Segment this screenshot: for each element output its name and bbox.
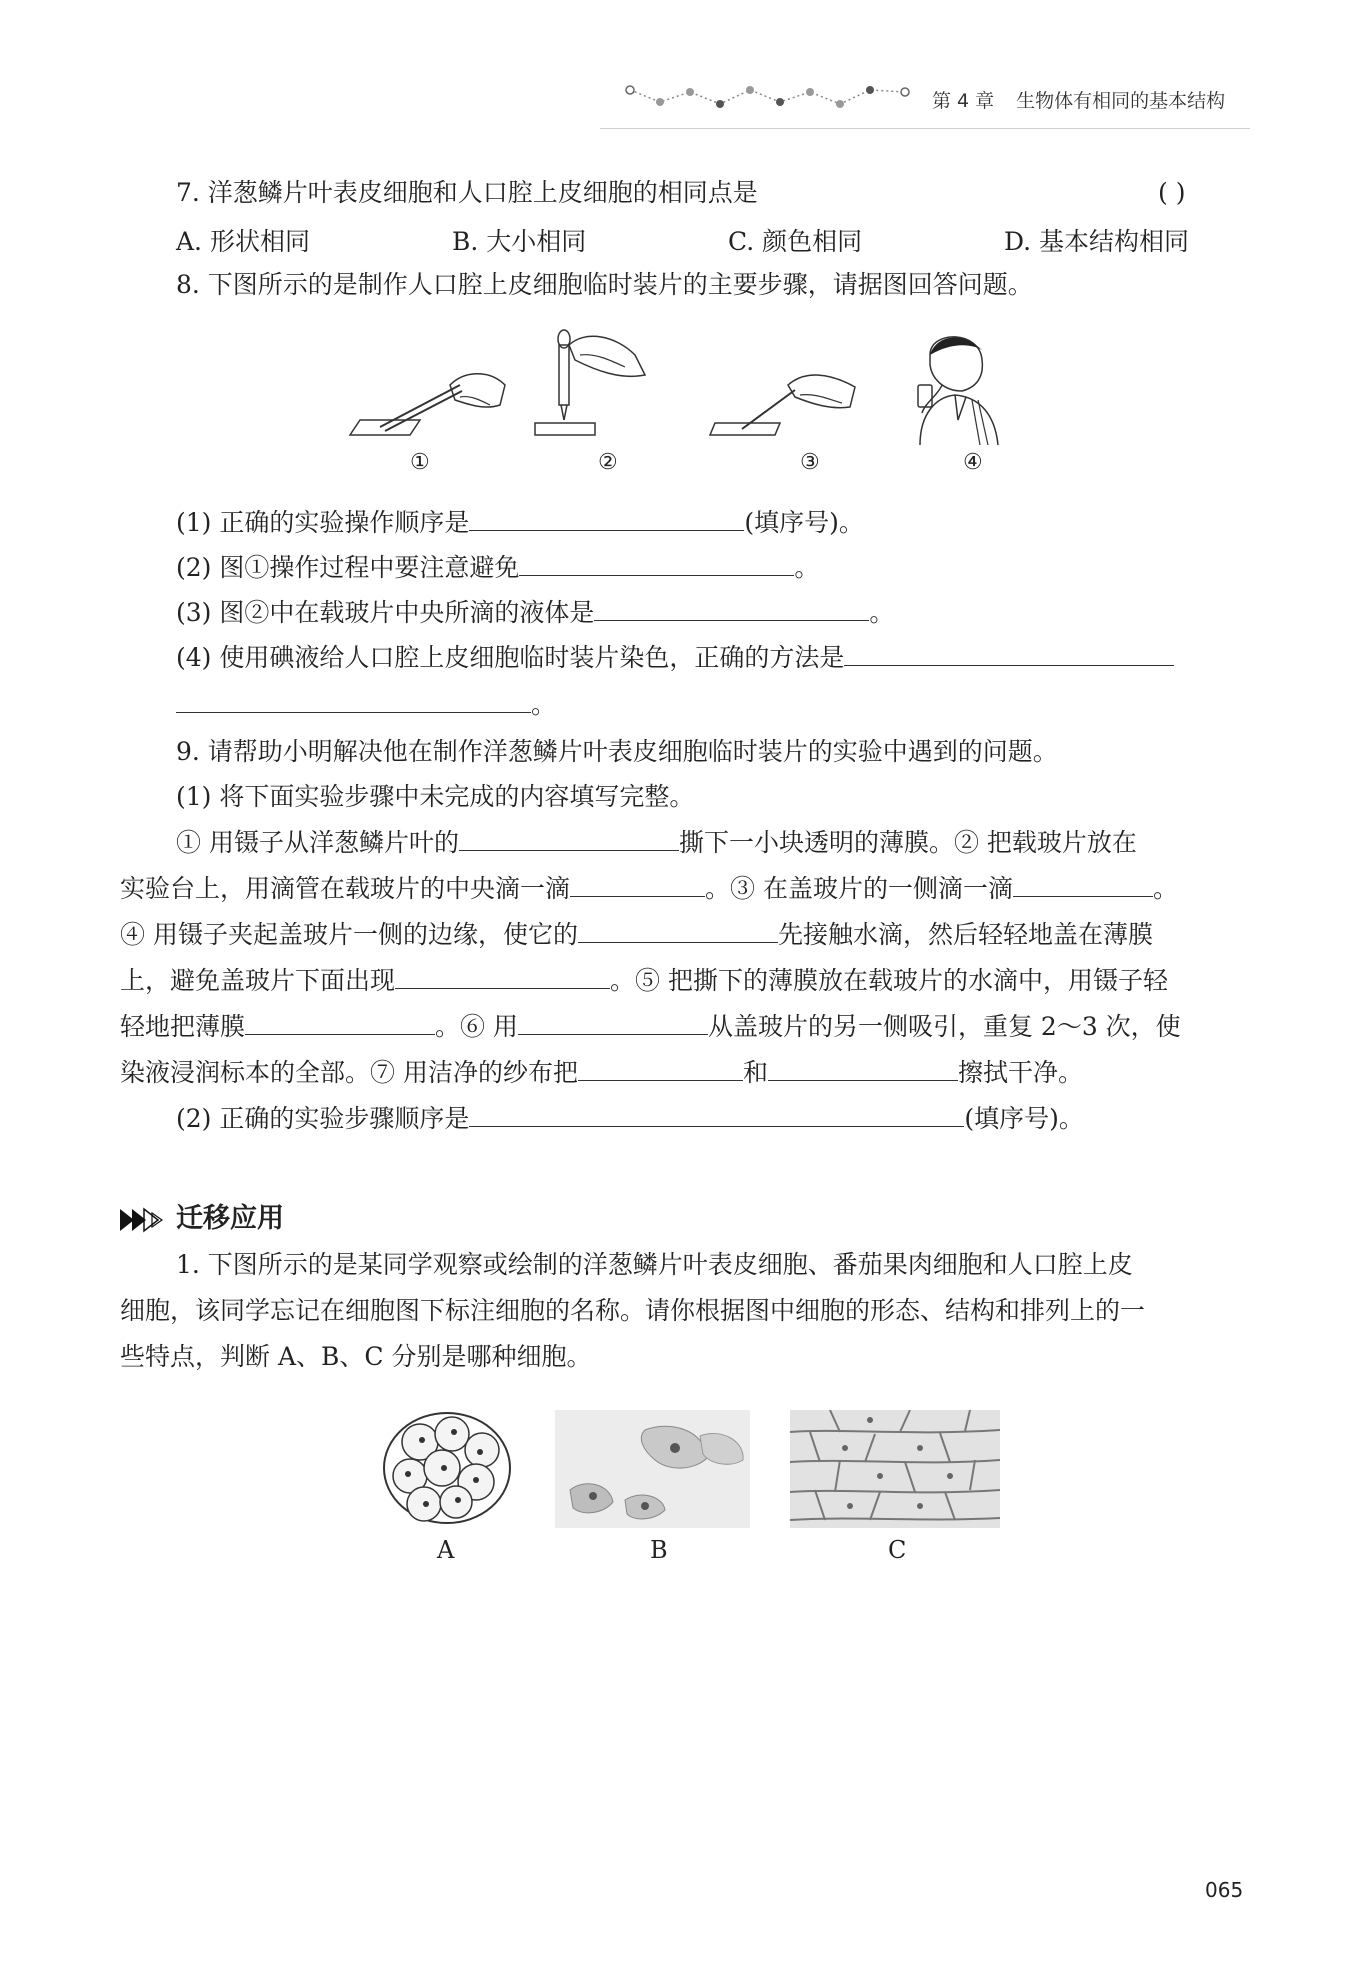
q9-blank-7[interactable] bbox=[518, 1012, 708, 1035]
q8-procedure-figure bbox=[340, 325, 1040, 475]
chapter-title bbox=[932, 86, 1225, 113]
step3-figure bbox=[700, 365, 860, 445]
q9-line-1 bbox=[176, 828, 1137, 858]
section-title-text: 迁移应用 bbox=[176, 1203, 284, 1234]
cell-label-c: C bbox=[888, 1536, 907, 1564]
app1-line-3: 些特点，判断 A、B、C 分别是哪种细胞。 bbox=[120, 1342, 592, 1371]
q8-sub1-suffix: (填序号)。 bbox=[744, 508, 864, 537]
q9-line-3 bbox=[120, 920, 1153, 950]
q9-line-4 bbox=[120, 966, 1168, 996]
q8-sub3-suffix: 。 bbox=[869, 598, 895, 627]
q9-sub2-suffix: (填序号)。 bbox=[964, 1104, 1084, 1133]
q7-answer-paren: ( ) bbox=[1158, 178, 1186, 207]
step4-figure bbox=[900, 325, 1010, 450]
q8-sub4 bbox=[176, 643, 1174, 673]
q9-sub1: (1) 将下面实验步骤中未完成的内容填写完整。 bbox=[176, 782, 695, 811]
q8-sub4-blank-2[interactable] bbox=[176, 690, 531, 713]
fig-label-2: ② bbox=[598, 450, 618, 475]
header-divider bbox=[600, 128, 1250, 129]
q9-l4-text: 上，避免盖玻片下面出现 bbox=[120, 966, 396, 995]
q9-l6-text: 染液浸润标本的全部。⑦ 用洁净的纱布把 bbox=[120, 1058, 578, 1087]
q9-l2-text: 实验台上，用滴管在载玻片的中央滴一滴 bbox=[120, 874, 571, 903]
q8-sub3-blank[interactable] bbox=[594, 598, 869, 621]
q8-sub1-text: (1) 正确的实验操作顺序是 bbox=[176, 508, 470, 537]
q9-l1-suffix: 撕下一小块透明的薄膜。② 把载玻片放在 bbox=[678, 828, 1137, 857]
q9-blank-1[interactable] bbox=[459, 828, 679, 851]
fig-label-4: ④ bbox=[963, 450, 983, 475]
q9-blank-4[interactable] bbox=[578, 920, 778, 943]
q8-sub3 bbox=[176, 598, 894, 628]
q7-stem: 7. 洋葱鳞片叶表皮细胞和人口腔上皮细胞的相同点是 bbox=[176, 178, 758, 207]
q9-l5-text: 轻地把薄膜 bbox=[120, 1012, 246, 1041]
fig-label-3: ③ bbox=[800, 450, 820, 475]
q9-l5-mid: 。⑥ 用 bbox=[435, 1012, 518, 1041]
q8-sub1 bbox=[176, 508, 864, 538]
q9-sub2-blank[interactable] bbox=[469, 1104, 964, 1127]
q8-sub2-blank[interactable] bbox=[519, 553, 794, 576]
step2-figure bbox=[525, 325, 665, 445]
q9-l6-mid: 和 bbox=[742, 1058, 768, 1087]
q9-blank-2[interactable] bbox=[570, 874, 705, 897]
q9-l6-suffix: 擦拭干净。 bbox=[957, 1058, 1083, 1087]
q9-l2-mid: 。③ 在盖玻片的一侧滴一滴 bbox=[705, 874, 1013, 903]
step1-figure bbox=[340, 365, 510, 445]
app1-line-1: 1. 下图所示的是某同学观察或绘制的洋葱鳞片叶表皮细胞、番茄果肉细胞和人口腔上皮 bbox=[176, 1250, 1133, 1279]
cell-image-a bbox=[380, 1410, 515, 1530]
cell-image-b bbox=[555, 1410, 750, 1528]
fig-label-1: ① bbox=[410, 450, 430, 475]
chapter-name: 生物体有相同的基本结构 bbox=[1016, 90, 1226, 112]
q8-sub4-blank[interactable] bbox=[844, 643, 1174, 666]
q8-sub1-blank[interactable] bbox=[469, 508, 744, 531]
q9-blank-5[interactable] bbox=[395, 966, 610, 989]
q9-blank-9[interactable] bbox=[768, 1058, 958, 1081]
q9-line-6 bbox=[120, 1058, 1083, 1088]
q8-sub2-text: (2) 图①操作过程中要注意避免 bbox=[176, 553, 520, 582]
q9-l4-suffix: 。⑤ 把撕下的薄膜放在载玻片的水滴中，用镊子轻 bbox=[610, 966, 1168, 995]
double-arrow-icon bbox=[118, 1205, 168, 1235]
page-header bbox=[620, 78, 1260, 118]
q8-sub4-text: (4) 使用碘液给人口腔上皮细胞临时装片染色，正确的方法是 bbox=[176, 643, 845, 672]
q9-l5-suffix: 从盖玻片的另一侧吸引，重复 2～3 次，使 bbox=[707, 1012, 1181, 1041]
q8-sub4-suffix: 。 bbox=[531, 690, 557, 719]
q7-option-c: C. 颜色相同 bbox=[728, 227, 863, 256]
q9-blank-3[interactable] bbox=[1013, 874, 1153, 897]
q9-l3-suffix: 先接触水滴，然后轻轻地盖在薄膜 bbox=[777, 920, 1153, 949]
q9-sub2-text: (2) 正确的实验步骤顺序是 bbox=[176, 1104, 470, 1133]
q9-l3-text: ④ 用镊子夹起盖玻片一侧的边缘，使它的 bbox=[120, 920, 578, 949]
q9-sub2 bbox=[176, 1104, 1084, 1134]
q7-option-d: D. 基本结构相同 bbox=[1004, 227, 1190, 256]
q8-sub3-text: (3) 图②中在载玻片中央所滴的液体是 bbox=[176, 598, 595, 627]
cell-image-c bbox=[790, 1410, 1000, 1528]
q9-l1-text: ① 用镊子从洋葱鳞片叶的 bbox=[176, 828, 459, 857]
q8-stem: 8. 下图所示的是制作人口腔上皮细胞临时装片的主要步骤，请据图回答问题。 bbox=[176, 270, 1033, 299]
q9-line-5 bbox=[120, 1012, 1181, 1042]
q9-blank-6[interactable] bbox=[245, 1012, 435, 1035]
cell-label-a: A bbox=[437, 1536, 455, 1564]
cell-label-b: B bbox=[650, 1536, 668, 1564]
q9-blank-8[interactable] bbox=[578, 1058, 743, 1081]
page-number: 065 bbox=[1205, 1878, 1244, 1902]
chapter-number: 第 4 章 bbox=[932, 90, 995, 112]
q9-l2-suffix: 。 bbox=[1152, 874, 1178, 903]
section-heading bbox=[118, 1196, 284, 1235]
q8-sub4-cont bbox=[176, 690, 556, 720]
q8-sub2 bbox=[176, 553, 819, 583]
dotted-wave-ornament bbox=[620, 78, 920, 118]
q9-line-2 bbox=[120, 874, 1178, 904]
q7-option-b: B. 大小相同 bbox=[452, 227, 587, 256]
q8-sub2-suffix: 。 bbox=[794, 553, 820, 582]
app1-line-2: 细胞，该同学忘记在细胞图下标注细胞的名称。请你根据图中细胞的形态、结构和排列上的一 bbox=[120, 1296, 1146, 1325]
q7-option-a: A. 形状相同 bbox=[176, 227, 310, 256]
q9-stem: 9. 请帮助小明解决他在制作洋葱鳞片叶表皮细胞临时装片的实验中遇到的问题。 bbox=[176, 737, 1058, 766]
